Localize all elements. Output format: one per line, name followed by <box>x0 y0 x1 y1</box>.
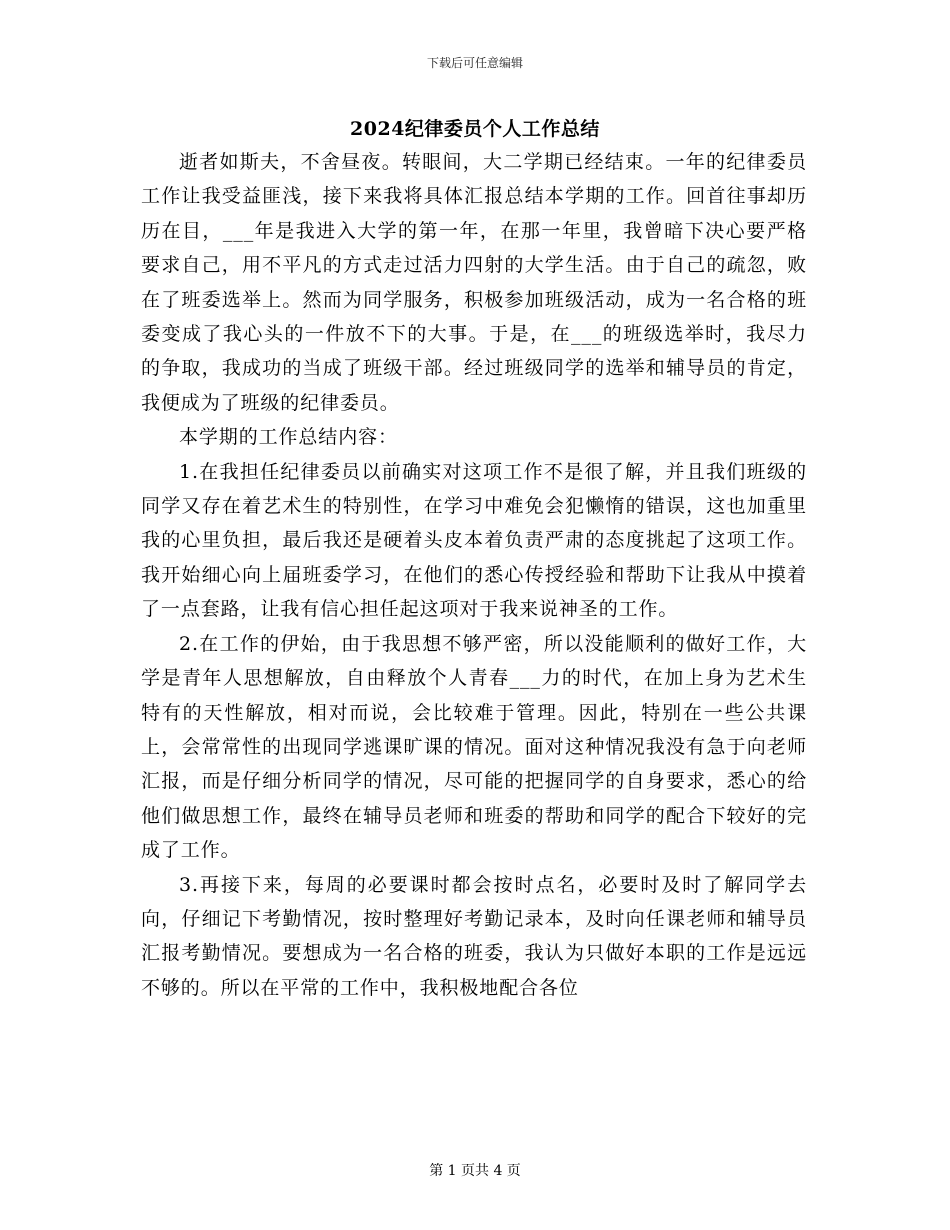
document-body <box>141 145 807 1005</box>
paragraph-intro: 逝者如斯夫，不舍昼夜。转眼间，大二学期已经结束。一年的纪律委员工作让我受益匪浅，接下来我将具体汇报总结本学期的工作。回首往事却历历在目，___年是我进入大学的第一年，在那一年里，我曾暗下决心要严格要求自己，用不平凡的方式走过活力四射的大学生活。由于自己的疏忽，败在了班委选举上。然而为同学服务，积极参加班级活动，成为一名合格的班委变成了我心头的一件放不下的大事。于是，在___的班级选举时，我尽力的争取，我成功的当成了班级干部。经过班级同学的选举和辅导员的肯定，我便成为了班级的纪律委员。 <box>141 151 807 414</box>
paragraph-item-3: 3.再接下来，每周的必要课时都会按时点名，必要时及时了解同学去向，仔细记下考勤情况，按时整理好考勤记录本，及时向任课老师和辅导员汇报考勤情况。要想成为一名合格的班委，我认为只做好本职的工作是远远不够的。所以在平常的工作中，我积极地配合各位 <box>141 873 807 999</box>
document-title: 2024纪律委员个人工作总结 <box>350 118 600 140</box>
paragraph-item-1: 1.在我担任纪律委员以前确实对这项工作不是很了解，并且我们班级的同学又存在着艺术生的特别性，在学习中难免会犯懒惰的错误，这也加重里我的心里负担，最后我还是硬着头皮本着负责严肃的态度挑起了这项工作。我开始细心向上届班委学习，在他们的悉心传授经验和帮助下让我从中摸着了一点套路，让我有信心担任起这项对于我来说神圣的工作。 <box>141 460 807 621</box>
paragraph-summary-heading: 本学期的工作总结内容： <box>179 426 398 449</box>
page-indicator: 第 1 页共 4 页 <box>429 1163 521 1179</box>
paragraph-item-2: 2.在工作的伊始，由于我思想不够严密，所以没能顺利的做好工作，大学是青年人思想解放，自由释放个人青春___力的时代，在加上身为艺术生特有的天性解放，相对而说，会比较难于管理。因此，特别在一些公共课上，会常常性的出现同学逃课旷课的情况。面对这种情况我没有急于向老师汇报，而是仔细分析同学的情况，尽可能的把握同学的自身要求，悉心的给他们做思想工作，最终在辅导员老师和班委的帮助和同学的配合下较好的完成了工作。 <box>141 632 807 862</box>
header-note: 下载后可任意编辑 <box>426 56 523 70</box>
